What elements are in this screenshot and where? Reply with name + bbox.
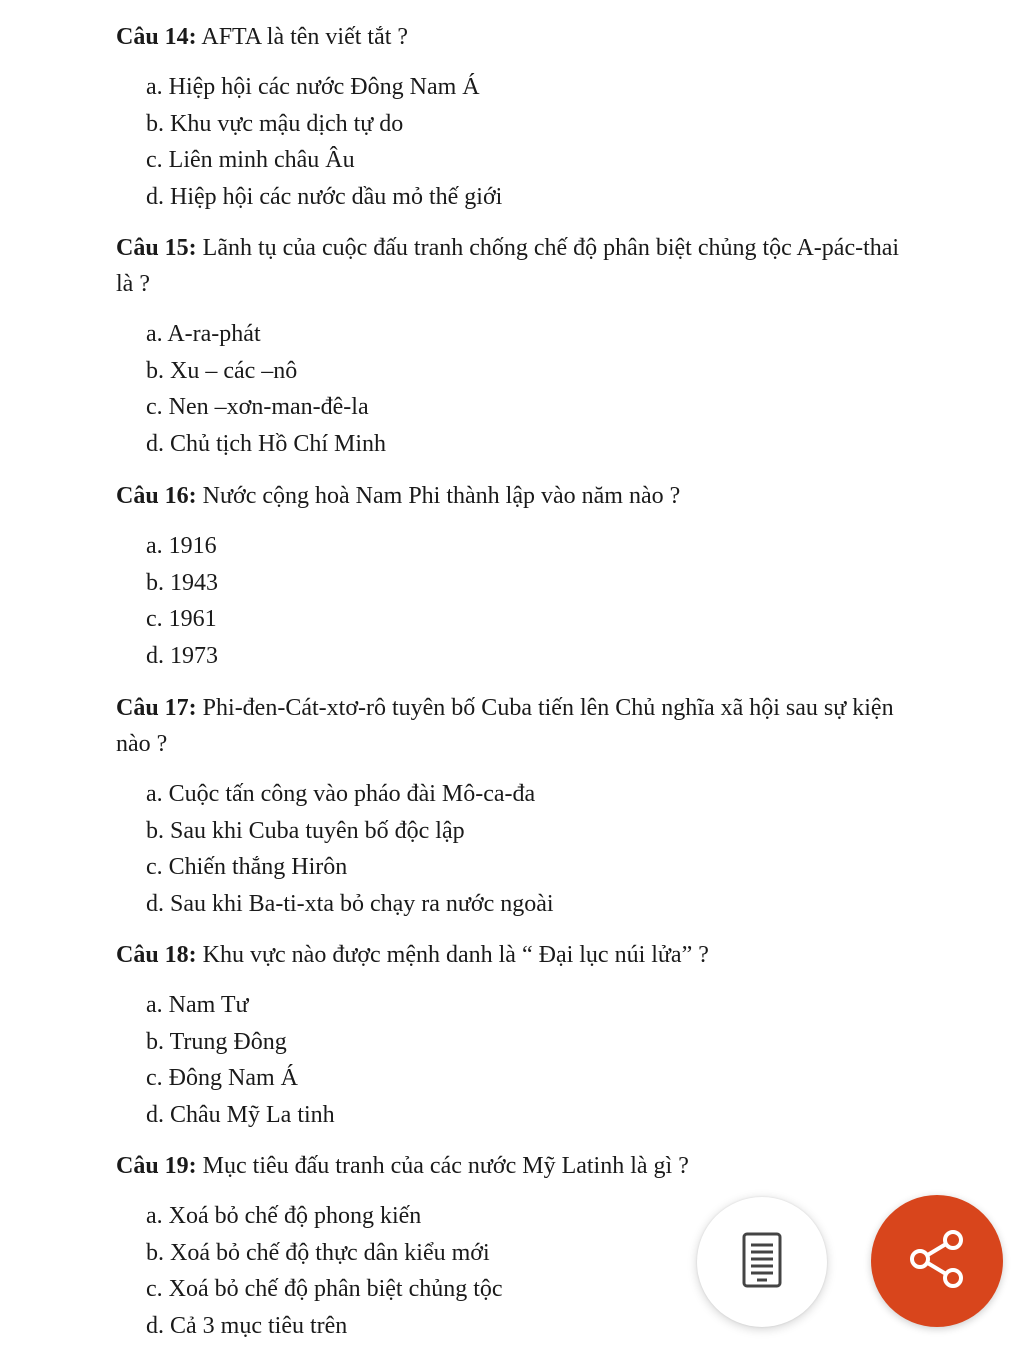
answer-option-c: c. 1961 xyxy=(146,606,217,632)
question-16 xyxy=(116,478,916,674)
answer-option-a: a. Xoá bỏ chế độ phong kiến xyxy=(146,1203,422,1229)
document-button[interactable] xyxy=(697,1197,827,1327)
answer-option-b: b. Khu vực mậu dịch tự do xyxy=(146,110,404,137)
answer-option-b: b. Xu – các –nô xyxy=(146,357,298,384)
question-text: Lãnh tụ của cuộc đấu tranh chống chế độ phân biệt chủng tộc A-pác-thai là ? xyxy=(116,235,900,297)
answer-option-d: d. 1973 xyxy=(146,642,218,669)
question-18 xyxy=(116,937,916,1133)
question-17 xyxy=(116,690,916,922)
answer-option-b: b. Sau khi Cuba tuyên bố độc lập xyxy=(146,817,465,844)
answer-option-c: c. Nen –xơn-man-đê-la xyxy=(146,394,369,420)
question-label: Câu 16: xyxy=(116,483,197,509)
answer-option-a: a. Nam Tư xyxy=(146,992,249,1018)
answer-option-d: d. Chủ tịch Hồ Chí Minh xyxy=(146,430,387,457)
answer-option-b: b. 1943 xyxy=(146,569,218,596)
question-heading xyxy=(116,19,916,55)
question-label: Câu 18: xyxy=(116,942,197,968)
question-heading xyxy=(116,690,916,762)
answer-option-c: c. Liên minh châu Âu xyxy=(146,147,355,173)
share-icon xyxy=(905,1227,969,1296)
answer-option-a: a. Cuộc tấn công vào pháo đài Mô-ca-đa xyxy=(146,781,536,807)
answer-option-a: a. Hiệp hội các nước Đông Nam Á xyxy=(146,74,480,100)
answer-option-b: b. Xoá bỏ chế độ thực dân kiểu mới xyxy=(146,1239,490,1266)
answer-option-a: a. A-ra-phát xyxy=(146,321,261,347)
answer-option-c: c. Đông Nam Á xyxy=(146,1065,298,1091)
answer-option-d: d. Hiệp hội các nước dầu mỏ thế giới xyxy=(146,183,503,210)
question-label: Câu 19: xyxy=(116,1153,197,1179)
answer-option-a: a. 1916 xyxy=(146,533,217,559)
question-heading xyxy=(116,478,916,514)
answer-list xyxy=(146,69,916,215)
answer-option-c: c. Xoá bỏ chế độ phân biệt chủng tộc xyxy=(146,1276,503,1302)
document-icon xyxy=(742,1232,782,1293)
question-heading xyxy=(116,230,916,302)
answer-list xyxy=(146,776,916,922)
answer-option-b: b. Trung Đông xyxy=(146,1028,287,1055)
question-15 xyxy=(116,230,916,462)
answer-list xyxy=(146,987,916,1133)
answer-option-d: d. Cả 3 mục tiêu trên xyxy=(146,1312,348,1339)
question-heading xyxy=(116,937,916,973)
question-14 xyxy=(116,19,916,215)
question-heading xyxy=(116,1148,916,1184)
share-button[interactable] xyxy=(871,1195,1003,1327)
answer-option-d: d. Châu Mỹ La tinh xyxy=(146,1101,335,1128)
question-text: Nước cộng hoà Nam Phi thành lập vào năm nào ? xyxy=(202,483,681,509)
question-text: AFTA là tên viết tắt ? xyxy=(201,24,409,50)
answer-option-d: d. Sau khi Ba-ti-xta bỏ chạy ra nước ngoài xyxy=(146,890,554,917)
question-label: Câu 17: xyxy=(116,695,197,721)
question-label: Câu 15: xyxy=(116,235,197,261)
answer-list xyxy=(146,316,916,462)
answer-list xyxy=(146,528,916,674)
question-text: Mục tiêu đấu tranh của các nước Mỹ Latinh là gì ? xyxy=(202,1153,689,1179)
question-label: Câu 14: xyxy=(116,24,197,50)
question-text: Phi-đen-Cát-xtơ-rô tuyên bố Cuba tiến lên Chủ nghĩa xã hội sau sự kiện nào ? xyxy=(116,695,894,757)
answer-option-c: c. Chiến thắng Hirôn xyxy=(146,854,348,880)
question-text: Khu vực nào được mệnh danh là “ Đại lục núi lửa” ? xyxy=(202,942,709,968)
